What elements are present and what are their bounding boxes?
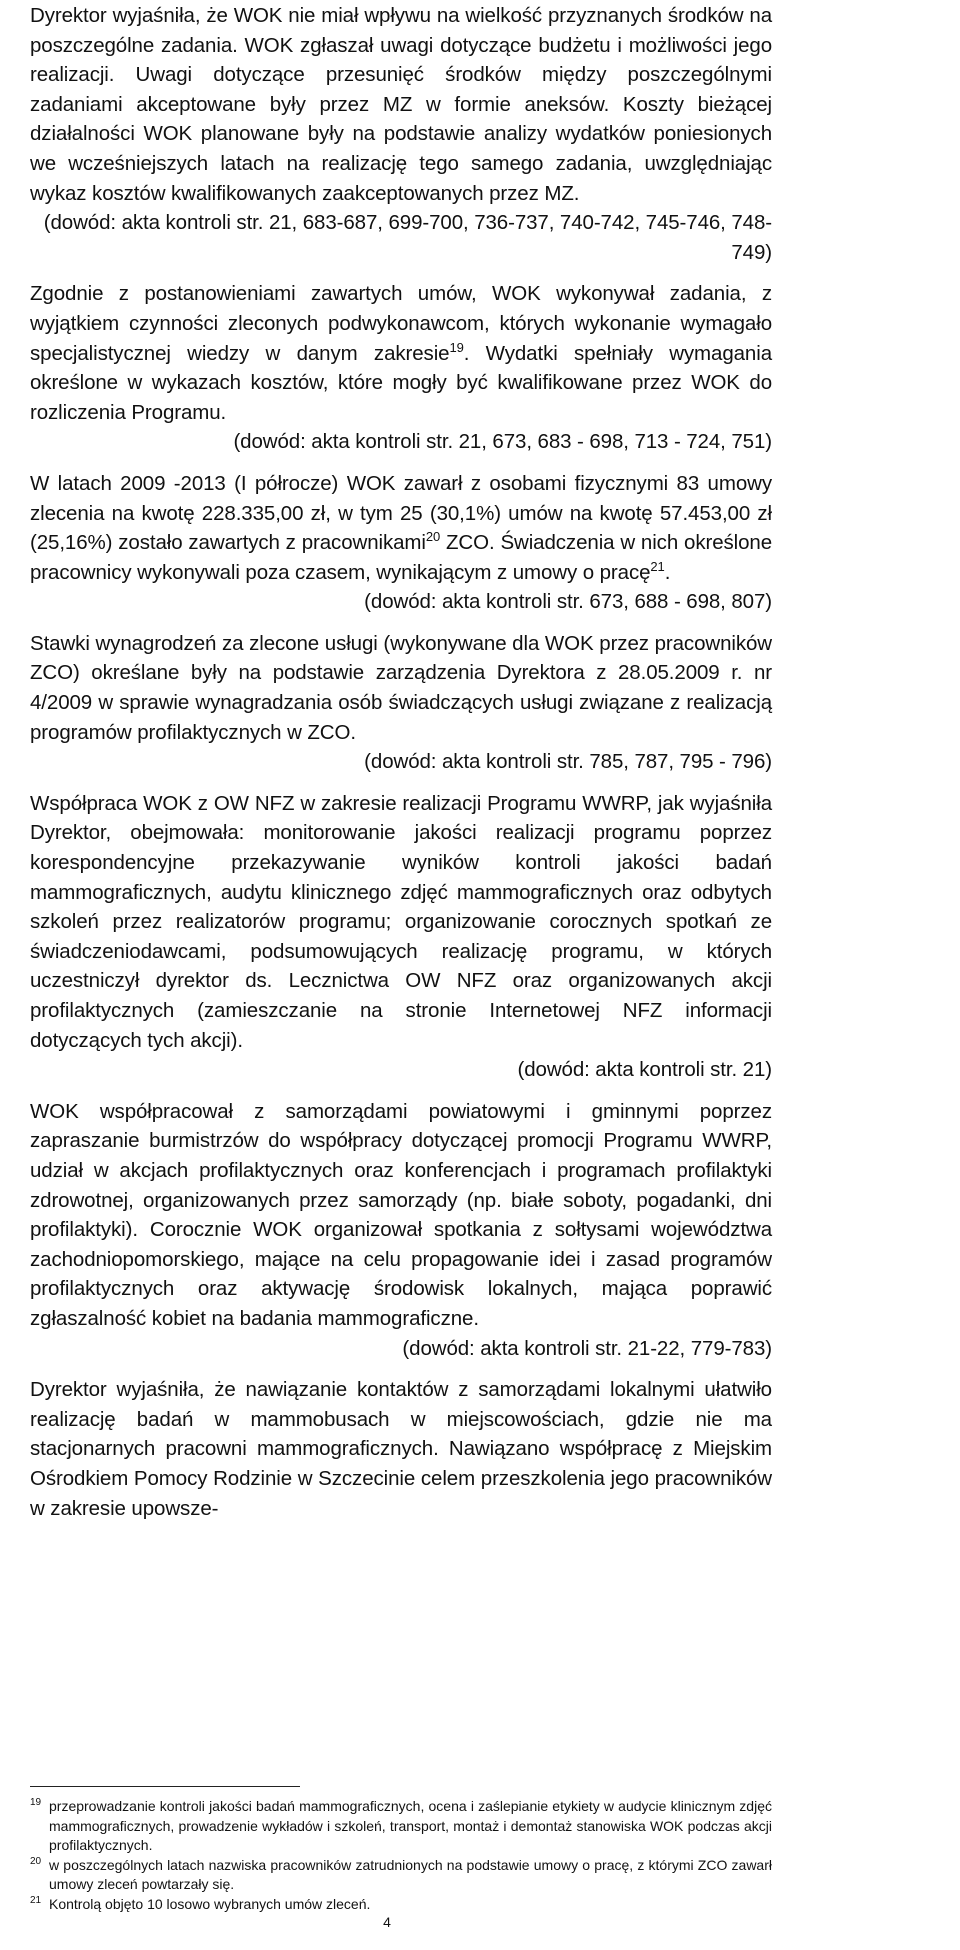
footnote-text: w poszczególnych latach nazwiska pracowników zatrudnionych na podstawie umowy o pracę, z którymi ZCO zawarł umowy zleceń powtarzały się. <box>49 1856 772 1893</box>
paragraph-3-text-cont: ZCO. Świadczenia w nich określone pracownicy wykonywali poza czasem, wynikającym z umowy o pracę <box>30 531 773 584</box>
evidence-reference-5: (dowód: akta kontroli str. 21) <box>517 1058 772 1082</box>
paragraph-2-text-cont: . Wydatki spełniały wymagania określone w wykazach kosztów, które mogły być kwalifikowane przez WOK do rozliczenia Programu. <box>30 341 772 424</box>
paragraph-2 <box>30 279 772 427</box>
main-text <box>30 1 772 1523</box>
evidence-reference-2-text: (dowód: akta kontroli str. 21, 673, 683 - 698, 713 - 724, 751) <box>233 430 772 454</box>
paragraph-7: Dyrektor wyjaśniła, że nawiązanie kontaktów z samorządami lokalnymi ułatwiło realizację badań w mammobusach w miejscowościach, gdzie nie ma stacjonarnych pracowni mammograficznych. Nawiązano współpracę z Miejskim Ośrodkiem Pomocy Rodzinie w Szczecinie celem przeszkolenia jego pracowników w zakresie upowsze- <box>30 1378 772 1520</box>
footnote-text: Kontrolą objęto 10 losowo wybranych umów zleceń. <box>49 1895 371 1912</box>
paragraph-6: WOK współpracował z samorządami powiatowymi i gminnymi poprzez zapraszanie burmistrzów do współpracy dotyczącej promocji Programu WWRP, udział w akcjach profilaktycznych oraz konferencjach i programach profilaktyki zdrowotnej, organizowanych przez samorządy (np. białe soboty, pogadanki, dni profilaktyki). Corocznie WOK organizował spotkania z sołtysami województwa zachodniopomorskiego, mające na celu propagowanie idei i zasad programów profilaktycznych oraz aktywację środowisk lokalnych, mająca poprawić zgłaszalność kobiet na badania mammograficzne. <box>30 1099 772 1330</box>
footnote-ref-21[interactable]: 21 <box>650 558 665 574</box>
paragraph-3 <box>30 469 772 587</box>
footnote-number: 21 <box>30 1894 42 1906</box>
evidence-reference-4: (dowód: akta kontroli str. 785, 787, 795 - 796) <box>364 750 772 774</box>
footnote-number: 20 <box>30 1855 42 1867</box>
footnote-ref-19[interactable]: 19 <box>449 339 464 355</box>
paragraph-4: Stawki wynagrodzeń za zlecone usługi (wykonywane dla WOK przez pracowników ZCO) określane były na podstawie zarządzenia Dyrektora z 28.05.2009 r. nr 4/2009 w sprawie wynagradzania osób świadczących usługi związane z realizacją programów profilaktycznych w ZCO. <box>30 631 772 744</box>
paragraph-2-text: Zgodnie z postanowieniami zawartych umów, WOK wykonywał zadania, z wyjątkiem czynności zleconych podwykonawcom, których wykonanie wymagało specjalistycznej wiedzy w danym zakresie <box>30 282 772 365</box>
evidence-reference-1-text: (dowód: akta kontroli str. 21, 683-687, 699-700, 736-737, 740-742, 745-746, 748-749) <box>43 211 772 264</box>
paragraph-3-text-end: . <box>664 560 671 584</box>
footnote-divider <box>30 1786 300 1787</box>
footnote-21 <box>30 1895 772 1915</box>
paragraph-5: Współpraca WOK z OW NFZ w zakresie realizacji Programu WWRP, jak wyjaśniła Dyrektor, obejmowała: monitorowanie jakości realizacji programu poprzez korespondencyjne przekazywanie wyników kontroli jakości badań mammograficznych, audytu klinicznego zdjęć mammograficznych oraz odbytych szkoleń przez realizatorów programu; organizowanie corocznych spotkań ze świadczeniodawcami, podsumowujących realizację programu, w których uczestniczył dyrektor ds. Lecznictwa OW NFZ oraz organizowanych akcji profilaktycznych (zamieszczanie na stronie Internetowej NFZ informacji dotyczących tych akcji). <box>30 791 772 1052</box>
evidence-reference-2 <box>30 427 772 457</box>
evidence-reference-1 <box>30 208 772 267</box>
paragraph-3-text: W latach 2009 -2013 (I półrocze) WOK zawarł z osobami fizycznymi 83 umowy zlecenia na kwotę 228.335,00 zł, w tym 25 (30,1%) umów na kwotę 57.453,00 zł (25,16%) zostało zawartych z pracownikami <box>30 471 772 555</box>
paragraph-1: Dyrektor wyjaśniła, że WOK nie miał wpływu na wielkość przyznanych środków na poszczególne zadania. WOK zgłaszał uwagi dotyczące budżetu i możliwości jego realizacji. Uwagi dotyczące przesunięć środków między poszczególnymi zadaniami akceptowane były przez MZ w formie aneksów. Koszty bieżącej działalności WOK planowane były na podstawie analizy wydatków poniesionych we wcześniejszych latach na realizację tego samego zadania, uwzględniając wykaz kosztów kwalifikowanych zaakceptowanych przez MZ. <box>30 4 772 205</box>
evidence-reference-3: (dowód: akta kontroli str. 673, 688 - 698, 807) <box>364 590 772 614</box>
footnote-ref-20[interactable]: 20 <box>425 529 441 545</box>
footnote-number: 19 <box>30 1797 42 1808</box>
footnote-text: przeprowadzanie kontroli jakości badań mammograficznych, ocena i zaślepianie etykiety w audycie klinicznym zdjęć mammograficznych, prowadzenie wykładów i szkoleń, transport, montaż i demontaż stanowiska WOK podczas akcji profilaktycznych. <box>49 1798 772 1854</box>
footnotes <box>30 1797 772 1915</box>
footnote-20 <box>30 1856 772 1895</box>
evidence-reference-6: (dowód: akta kontroli str. 21-22, 779-783) <box>402 1336 772 1360</box>
page-number: 4 <box>383 1914 391 1930</box>
footnote-19 <box>30 1797 772 1856</box>
